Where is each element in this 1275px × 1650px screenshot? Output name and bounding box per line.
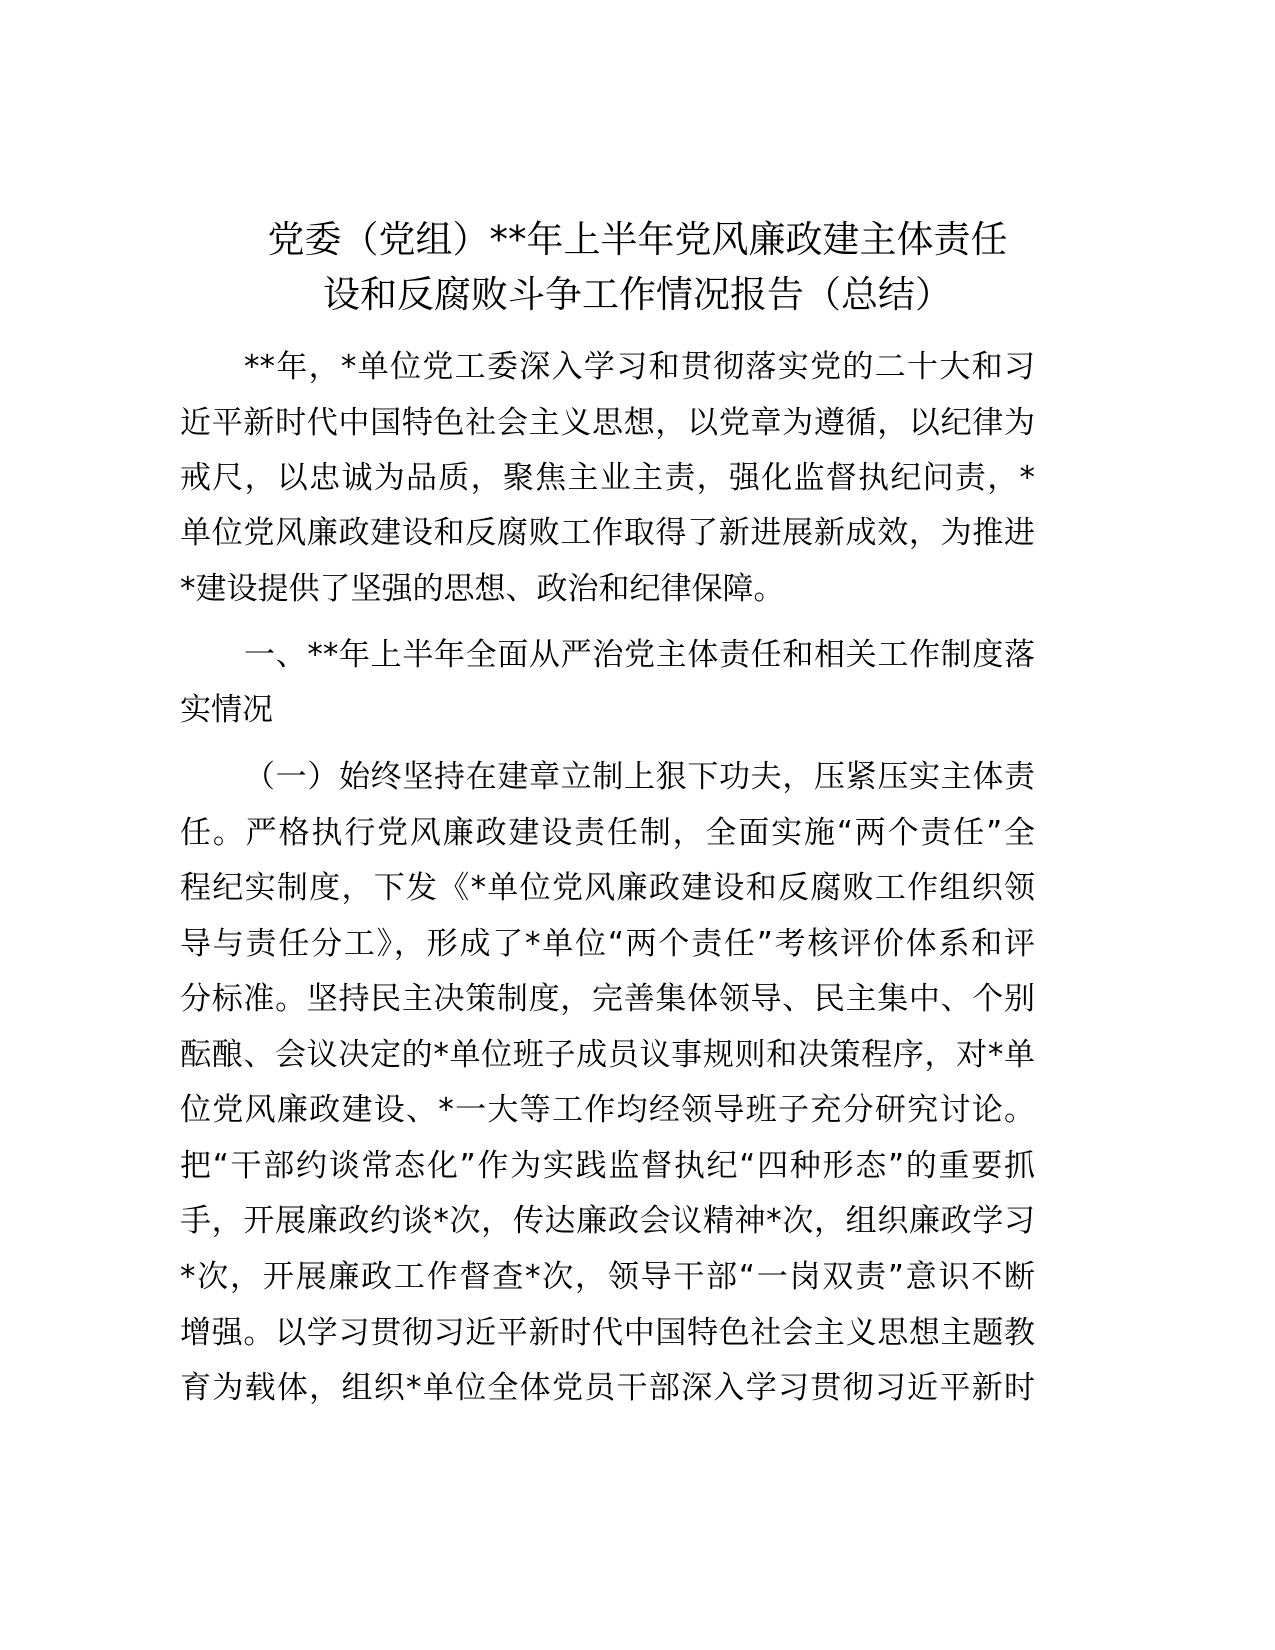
text-line: 一、**年上半年全面从严治党主体责任和相关工作制度落: [244, 637, 1035, 673]
text-line: 近平新时代中国特色社会主义思想，以党章为遵循，以纪律为: [180, 405, 1035, 441]
text-line: 育为载体，组织*单位全体党员干部深入学习贯彻习近平新时: [180, 1370, 1035, 1406]
text-line: （一）始终坚持在建章立制上狠下功夫，压紧压实主体责: [244, 759, 1035, 795]
title-line: 设和反腐败斗争工作情况报告（总结）: [323, 273, 952, 316]
text-line: 分标准。坚持民主决策制度，完善集体领导、民主集中、个别: [180, 981, 1035, 1017]
text-line: **年，*单位党工委深入学习和贯彻落实党的二十大和习: [244, 349, 1035, 385]
text-line: 把“干部约谈常态化”作为实践监督执纪“四种形态”的重要抓: [180, 1148, 1035, 1184]
text-line: 位党风廉政建设、*一大等工作均经领导班子充分研究讨论。: [180, 1092, 1035, 1128]
text-line: 单位党风廉政建设和反腐败工作取得了新进展新成效，为推进: [180, 515, 1035, 551]
text-line: 酝酿、会议决定的*单位班子成员议事规则和决策程序，对*单: [180, 1037, 1035, 1073]
text-line: 增强。以学习贯彻习近平新时代中国特色社会主义思想主题教: [180, 1315, 1035, 1351]
title-line: 党委（党组）**年上半年党风廉政建主体责任: [267, 218, 1008, 261]
text-line: 导与责任分工》，形成了*单位“两个责任”考核评价体系和评: [180, 926, 1035, 962]
text-line: 程纪实制度，下发《*单位党风廉政建设和反腐败工作组织领: [180, 870, 1035, 906]
text-line: 手，开展廉政约谈*次，传达廉政会议精神*次，组织廉政学习: [180, 1203, 1035, 1239]
text-line: 实情况: [180, 692, 273, 728]
text-line: *次，开展廉政工作督查*次，领导干部“一岗双责”意识不断: [180, 1259, 1035, 1295]
text-line: *建设提供了坚强的思想、政治和纪律保障。: [180, 571, 785, 607]
text-line: 戒尺，以忠诚为品质，聚焦主业主责，强化监督执纪问责，*: [180, 460, 1035, 496]
text-line: 任。严格执行党风廉政建设责任制，全面实施“两个责任”全: [180, 815, 1035, 851]
